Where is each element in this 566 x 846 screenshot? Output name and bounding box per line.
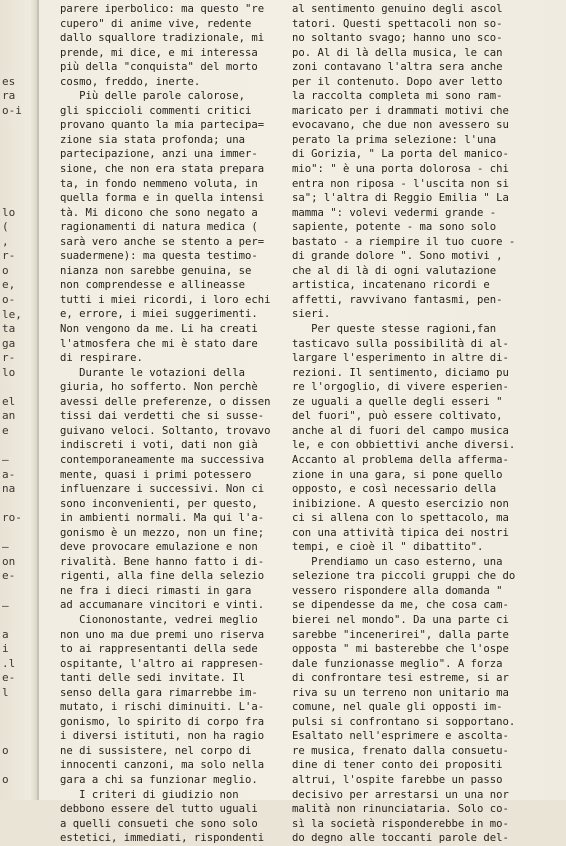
left-column-line: non comprendesse e allineasse	[60, 279, 245, 292]
left-column-line: cosmo, freddo, inerte.	[60, 75, 201, 88]
right-column-line: che al di là di ogni valutazione	[292, 264, 497, 277]
right-column-line: sapiente, potente - ma sono solo	[292, 221, 497, 234]
left-column-line: i diversi istituti, non ha ragio	[60, 730, 265, 743]
left-column-line: tanti delle sedi invitate. Il	[60, 672, 245, 685]
right-column-line: sieri.	[292, 308, 331, 321]
left-column-line: gara a chi sa funzionar meglio.	[60, 773, 258, 786]
right-column-line: del fuori", può essere coltivato,	[292, 410, 503, 423]
left-column-line: tissi dai verdetti che si susse-	[60, 410, 265, 423]
left-column-line: Più delle parole calorose,	[60, 90, 245, 103]
left-column-line: nianza non sarebbe genuina, se	[60, 264, 252, 277]
page-fold-crease	[37, 0, 39, 800]
right-column-line: se dipendesse da me, che cosa cam-	[292, 599, 509, 612]
left-column-line: ragionamenti di natura medica (	[60, 221, 258, 234]
margin-fragment: ro-	[2, 511, 22, 525]
right-column-line: decisivo per arrestarsi un una nor	[292, 788, 509, 801]
right-column-line: ze uguali a quelle degli esseri "	[292, 395, 503, 408]
margin-fragment: —	[2, 598, 9, 612]
margin-fragment: —	[2, 453, 9, 467]
right-column-line: di confrontare tesi estreme, si ar	[292, 672, 509, 685]
left-column-line: non uno ma due premi uno riserva	[60, 628, 265, 641]
left-column-line: ospitante, l'altro ai rappresen-	[60, 657, 265, 670]
left-column-line: Non vengono da me. Li ha creati	[60, 323, 258, 336]
margin-fragment: lo	[2, 365, 16, 379]
margin-fragment: o	[2, 263, 9, 277]
left-column-line: sarà vero anche se stento a per=	[60, 235, 265, 248]
right-column-line: pulsi si confrontano si sopportano.	[292, 715, 516, 728]
left-column-line: a quelli consueti che sono solo	[60, 817, 258, 830]
left-column-line: innocenti canzoni, ma solo nella	[60, 759, 265, 772]
right-column-line: artistica, incatenano ricordi e	[292, 279, 490, 292]
margin-fragment: o-	[2, 293, 16, 306]
margin-fragment: ra	[2, 89, 16, 103]
left-column-line: Durante le votazioni della	[60, 366, 245, 379]
margin-fragment: a-	[2, 467, 16, 481]
left-column-line: cupero" di anime vive, redente	[60, 17, 252, 30]
left-column-line: rigenti, alla fine della selezio	[60, 570, 265, 583]
right-column-line: di Gorizia, " La porta del manico-	[292, 148, 509, 161]
left-column-line: gonismo è un mezzo, non un fine;	[60, 526, 265, 539]
margin-fragment: r-	[2, 351, 16, 365]
right-column-line: mio": " è una porta dolorosa - chi	[292, 163, 509, 176]
left-column-line: senso della gara rimarrebbe im-	[60, 686, 258, 699]
left-column-line: sono inconvenienti, per questo,	[60, 497, 258, 510]
left-column-line: deve provocare emulazione e non	[60, 541, 258, 554]
right-column-line: tempi, e cioè il " dibattito".	[292, 541, 484, 554]
margin-fragment: ta	[2, 322, 16, 336]
margin-fragment: l	[2, 685, 9, 699]
right-column-line: Accanto al problema della afferma-	[292, 453, 509, 466]
margin-fragment: o	[2, 744, 9, 758]
left-column-line: provano quanto la mia partecipa=	[60, 119, 265, 132]
right-column-line: bastato - a riempire il tuo cuore -	[292, 235, 516, 248]
right-column-line: sarebbe "incenerirei", dalla parte	[292, 628, 509, 641]
left-column-line: suadermene): ma questa testimo-	[60, 250, 258, 263]
left-column-line: ta, in fondo nemmeno voluta, in	[60, 177, 258, 190]
left-column-line: ne di sussistere, nel corpo di	[60, 744, 252, 757]
left-column-line: ad accumanare vincitori e vinti.	[60, 599, 265, 612]
right-column-line: di grande dolore ". Sono motivi ,	[292, 250, 503, 263]
right-column-line: bierei nel mondo". Da una parte ci	[292, 613, 509, 626]
right-column-line: Esaltato nell'esprimere e ascolta-	[292, 730, 509, 743]
margin-fragment: el	[2, 394, 16, 408]
left-column-line: rivalità. Bene hanno fatto i di-	[60, 555, 265, 568]
left-column-line: in ambienti normali. Ma qui l'a-	[60, 512, 265, 525]
margin-fragment: i	[2, 642, 9, 656]
right-column-line: opposta " mi basterebbe che l'ospe	[292, 643, 509, 656]
right-column-line: selezione tra piccoli gruppi che do	[292, 570, 516, 583]
left-column-line: prende, mi dice, e mi interessa	[60, 46, 258, 59]
right-column-line: zoni contavano l'altra sera anche	[292, 61, 503, 74]
left-column-line: contemporaneamente ma successiva	[60, 453, 265, 466]
left-column-line: gli spiccioli commenti critici	[60, 104, 252, 117]
right-column-line: re l'orgoglio, di vivere esperien-	[292, 381, 509, 394]
right-column-line: altrui, l'ospite farebbe un passo	[292, 773, 503, 786]
right-column-line: sì la società risponderebbe in mo-	[292, 817, 509, 830]
right-column-line: la raccolta completa mi sono ram-	[292, 90, 503, 103]
left-margin-fragments	[0, 0, 36, 800]
left-column-line: partecipazione, anzi una immer-	[60, 148, 258, 161]
right-column-line: le, e con obbiettivi anche diversi.	[292, 439, 516, 452]
margin-fragment: es	[2, 74, 16, 88]
right-column-line: dine di tener conto dei propositi	[292, 759, 503, 772]
left-column-line: ne fra i dieci rimasti in gara	[60, 584, 252, 597]
left-column-line: dallo squallore tradizionale, mi	[60, 32, 265, 45]
right-column-line: mamma ": volevi vedermi grande -	[292, 206, 497, 219]
margin-fragment: le,	[2, 307, 22, 321]
left-column-line: tutti i miei ricordi, i loro echi	[60, 293, 271, 306]
left-column-line: più della "conquista" del morto	[60, 61, 258, 74]
left-column-line: giuria, ho sofferto. Non perchè	[60, 381, 258, 394]
margin-fragment: e-	[2, 671, 16, 685]
right-column-line: no soltanto svago; hanno uno sco-	[292, 32, 503, 45]
left-column-line: guivano veloci. Soltanto, trovavo	[60, 424, 271, 437]
margin-fragment: on	[2, 554, 16, 568]
margin-fragment: na	[2, 482, 16, 496]
right-column-line: vessero rispondere alla domanda "	[292, 584, 503, 597]
margin-fragment: o-i	[2, 103, 22, 117]
margin-fragment: .l	[2, 656, 16, 670]
text-column-left	[60, 2, 292, 846]
left-column-line: avessi delle preferenze, o dissen	[60, 395, 271, 408]
right-column-line: al sentimento genuino degli ascol	[292, 3, 503, 15]
right-column-line: affetti, ravvivano fantasmi, pen-	[292, 293, 503, 306]
left-column-line: indiscreti i voti, dati non già	[60, 439, 258, 452]
left-column-line: I criteri di giudizio non	[60, 788, 239, 801]
left-column-line: Ciononostante, vedrei meglio	[60, 613, 258, 626]
text-column-right	[292, 2, 560, 846]
left-column-line: zione sia stata profonda; una	[60, 133, 245, 146]
left-column-line: l'atmosfera che mi è stato dare	[60, 337, 258, 350]
left-column-line: estetici, immediati, rispondenti	[60, 832, 265, 845]
margin-fragment: e	[2, 423, 9, 437]
margin-fragment: e-	[2, 569, 16, 583]
left-column-line: e, errore, i miei suggerimenti.	[60, 308, 258, 321]
right-column-line: comune, nel quale gli opposti im-	[292, 701, 503, 714]
right-column-line: ci si allena con lo spettacolo, ma	[292, 512, 509, 525]
margin-fragment: lo	[2, 205, 16, 219]
right-column-line: dale funzionasse meglio". A forza	[292, 657, 503, 670]
margin-fragment: a	[2, 627, 9, 641]
right-column-line: entra non riposa - l'uscita non si	[292, 177, 509, 190]
right-column-line: maricato per i drammati motivi che	[292, 104, 509, 117]
margin-fragment: —	[2, 540, 9, 554]
right-column-line: po. Al di là della musica, le can	[292, 46, 503, 59]
left-column-line: mente, quasi i primi potessero	[60, 468, 252, 481]
margin-fragment: r-	[2, 249, 16, 263]
right-column-line: per il contenuto. Dopo aver letto	[292, 75, 503, 88]
margin-fragment: ga	[2, 336, 16, 350]
left-column-line: tà. Mi dicono che sono negato a	[60, 206, 258, 219]
right-column-line: malità non rinunciataria. Solo co-	[292, 803, 509, 816]
left-column-line: influenzare i successivi. Non ci	[60, 483, 265, 496]
margin-fragment: o	[2, 773, 9, 787]
right-column-line: zione in una gara, si pone quello	[292, 468, 503, 481]
right-column-line: Prendiamo un caso esterno, una	[292, 555, 503, 568]
right-column-line: sa"; l'altra di Reggio Emilia " La	[292, 192, 509, 205]
left-column-line: di respirare.	[60, 352, 143, 365]
right-column-line: riva su un terreno non unitario ma	[292, 686, 509, 699]
right-column-line: tasticavo sulla possibilità di al-	[292, 337, 509, 350]
right-column-line: re musica, frenato dalla consuetu-	[292, 744, 509, 757]
left-column-line: quella forma e in quella intensi	[60, 192, 265, 205]
right-column-line: anche al di fuori del campo musica	[292, 424, 509, 437]
margin-fragment: e,	[2, 278, 16, 292]
right-column-line: do degno alle toccanti parole del-	[292, 832, 509, 845]
right-column-line: rezioni. Il sentimento, diciamo pu	[292, 366, 509, 379]
right-column-line: opposto, e così necessario della	[292, 483, 497, 496]
margin-fragment: (	[2, 220, 9, 234]
left-column-line: debbono essere del tutto uguali	[60, 803, 258, 816]
right-column-line: inibizione. A questo esercizio non	[292, 497, 509, 510]
left-column-line: sione, che non era stata prepara	[60, 163, 265, 176]
left-column-line: to ai rappresentanti della sede	[60, 643, 258, 656]
margin-fragment: an	[2, 409, 16, 423]
right-column-line: tatori. Questi spettacoli non so-	[292, 17, 503, 30]
right-column-line: con una attività tipica dei nostri	[292, 526, 509, 539]
margin-fragment: ,	[2, 234, 9, 248]
left-column-line: parere iperbolico: ma questo "re	[60, 3, 265, 15]
right-column-line: largare l'esperimento in altre di-	[292, 352, 509, 365]
left-column-line: gonismo, lo spirito di corpo fra	[60, 715, 265, 728]
right-column-line: evocavano, che due non avessero su	[292, 119, 509, 132]
right-column-line: Per queste stesse ragioni,fan	[292, 323, 497, 336]
left-column-line: mutato, i rischi diminuiti. L'a-	[60, 701, 265, 714]
right-column-line: perato la prima selezione: l'una	[292, 133, 497, 146]
